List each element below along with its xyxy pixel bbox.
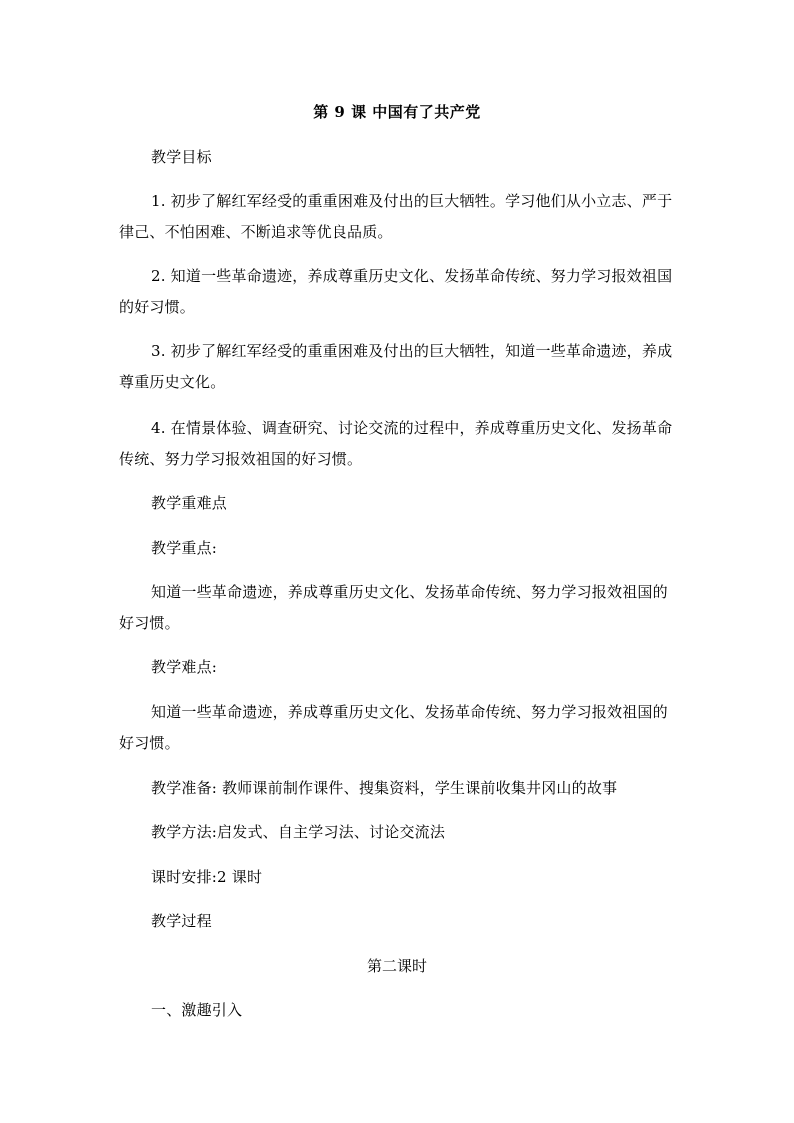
key-points-heading: 教学重点: xyxy=(151,539,218,557)
page-title: 第 9 课 中国有了共产党 xyxy=(313,103,481,121)
difficult-points-text: 知道一些革命遗迹，养成尊重历史文化、发扬革命传统、努力学习报效祖国的好习惯。 xyxy=(119,703,668,752)
difficult-points-heading: 教学难点: xyxy=(151,658,218,676)
teaching-methods: 教学方法:启发式、自主学习法、讨论交流法 xyxy=(151,823,446,841)
process-heading: 教学过程 xyxy=(151,912,212,930)
objective-1: 1. 初步了解红军经受的重重困难及付出的巨大牺牲。学习他们从小立志、严于律己、不怕困难、不断追求等优良品质。 xyxy=(119,192,673,241)
objectives-heading: 教学目标 xyxy=(151,148,212,166)
teaching-preparation: 教学准备: 教师课前制作课件、搜集资料，学生课前收集井冈山的故事 xyxy=(151,779,618,797)
objective-2: 2. 知道一些革命遗迹，养成尊重历史文化、发扬革命传统、努力学习报效祖国的好习惯。 xyxy=(119,267,673,316)
objective-3: 3. 初步了解红军经受的重重困难及付出的巨大牺牲，知道一些革命遗迹，养成尊重历史文化。 xyxy=(119,342,673,391)
key-difficult-heading: 教学重难点 xyxy=(151,494,228,512)
step-1-heading: 一、激趣引入 xyxy=(151,1001,243,1019)
lesson-schedule: 课时安排:2 课时 xyxy=(151,868,263,886)
lesson-label: 第二课时 xyxy=(366,957,427,975)
key-points-text: 知道一些革命遗迹，养成尊重历史文化、发扬革命传统、努力学习报效祖国的好习惯。 xyxy=(119,583,668,632)
objective-4: 4. 在情景体验、调查研究、讨论交流的过程中，养成尊重历史文化、发扬革命传统、努力学习报效祖国的好习惯。 xyxy=(119,419,673,468)
